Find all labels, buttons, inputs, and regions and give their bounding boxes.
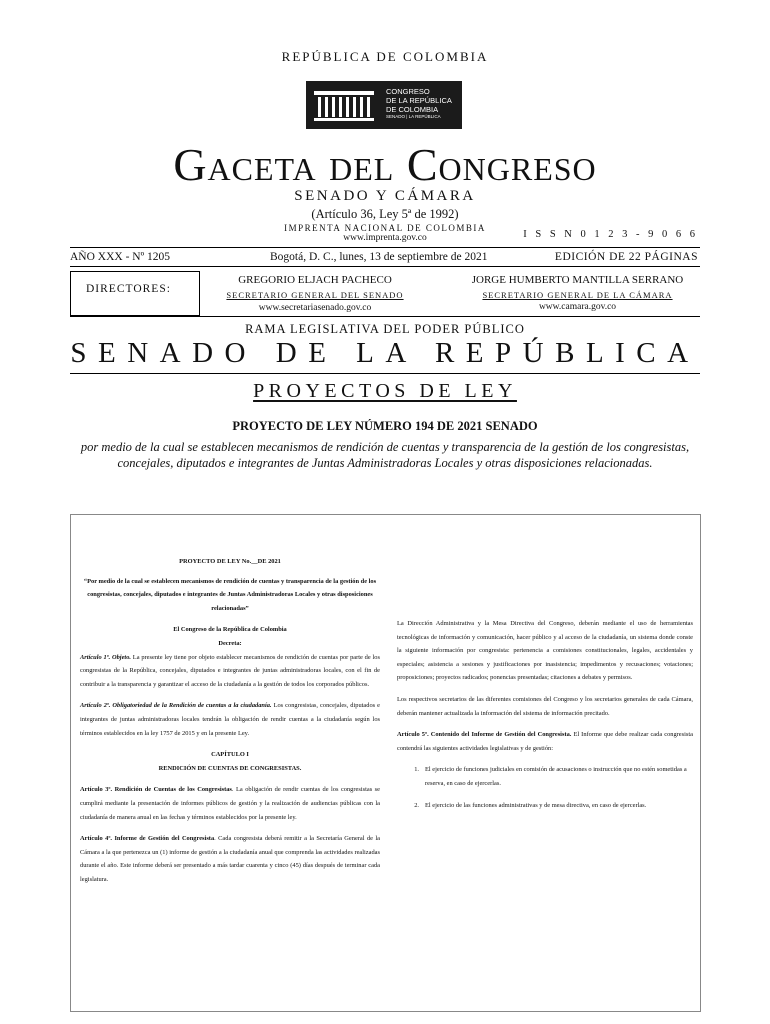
logo-line: SENADO | LA REPÚBLICA — [386, 114, 441, 119]
doc-quote: “Por medio de la cual se establecen mecanismos de rendición de cuentas y transparencia de la gestión de los congresistas, concejales, diputados e integrantes de Juntas Administradoras Locales y otras disposiciones relacionadas” — [83, 577, 377, 612]
director-senado-web: www.secretariasenado.gov.co — [258, 303, 372, 313]
list-text: El ejercicio de funciones judiciales en comisión de acusaciones o instrucción que no estén sometidas a reserva, en caso de ejercerlas. — [425, 766, 687, 787]
imprenta-web: www.imprenta.gov.co — [343, 233, 427, 243]
gaceta-title: Gaceta del Congreso — [173, 139, 597, 190]
capitulo-title: RENDICIÓN DE CUENTAS DE CONGRESISTAS. — [158, 764, 302, 772]
article-label: Artículo 4º. Informe de Gestión del Congresista — [80, 835, 215, 843]
republica-de-colombia: REPÚBLICA DE COLOMBIA — [281, 49, 489, 64]
article-2 — [80, 699, 380, 740]
list-item — [397, 763, 693, 790]
senado-republica-heading: SENADO DE LA REPÚBLICA — [70, 337, 700, 369]
article-5 — [397, 728, 693, 755]
doc-heading: PROYECTO DE LEY No.__DE 2021 — [179, 558, 281, 565]
logo-line: CONGRESO — [386, 87, 430, 96]
director-senado-name: GREGORIO ELJACH PACHECO — [238, 274, 392, 286]
article-label: Artículo 5º. Contenido del Informe de Gestión del Congresista. — [397, 731, 572, 739]
director-camara-web: www.camara.gov.co — [538, 302, 617, 312]
divider — [70, 247, 700, 248]
logo-line: DE COLOMBIA — [386, 105, 439, 114]
article-text: Los congresistas, concejales, diputados e integrantes de juntas administradoras locales tendrán la obligación de rendir cuentas a la ciudadanía según los términos establecidos en la ley 1757 de 2015 y en la presente Ley. — [80, 702, 380, 737]
article-4 — [80, 832, 380, 886]
directores-box — [70, 271, 200, 316]
embedded-document — [70, 514, 701, 1012]
article-text: El Informe que debe realizar cada congresista contendrá las siguientes actividades legislativas y de gestión: — [397, 731, 693, 752]
capitulo: CAPÍTULO I — [211, 751, 249, 759]
article-label: Artículo 3º. Rendición de Cuentas de los Congresistas — [80, 786, 232, 794]
capitol-building-icon — [312, 87, 376, 123]
doc-decreta: Decreta: — [218, 639, 242, 647]
article-3 — [80, 783, 380, 824]
document-right-column — [397, 617, 693, 812]
article-label: Artículo 2º. Obligatoriedad de la Rendición de cuentas a la ciudadanía. — [80, 702, 272, 710]
article-text: La presente ley tiene por objeto establecer mecanismos de rendición de cuentas por parte de los congresistas de la República, concejales, diputados e integrantes de juntas administradoras locales, con el fin de contribuir a la transparencia y garantizar el acceso de la ciudadanía a la gestión de todos los corporados públicos. — [80, 653, 380, 688]
senado-camara: SENADO Y CÁMARA — [294, 188, 476, 204]
article-text: . La obligación de rendir cuentas de los congresistas se cumplirá mediante la presentación de informes públicos de gestión y la realización de audiencias públicas con la ciudadanía de manera anual en las fechas y términos establecidos por la presente ley. — [80, 786, 380, 821]
ano-numero: AÑO XXX - Nº 1205 — [70, 251, 171, 263]
divider — [70, 316, 700, 317]
directores-label: DIRECTORES: — [86, 283, 171, 295]
proyecto-title: PROYECTO DE LEY NÚMERO 194 DE 2021 SENADO — [232, 419, 538, 433]
logo-line: DE LA REPÚBLICA — [386, 96, 452, 105]
fecha: Bogotá, D. C., lunes, 13 de septiembre de 2021 — [270, 251, 488, 263]
article-text: . Cada congresista deberá remitir a la Secretaría General de la Cámara a la que pertenezca un (1) informe de gestión a la ciudadanía anual que comprenda las actividades realizadas durante el año. Este informe deberá ser presentado a más tardar cuarenta y cinco (45) días después de terminar cada legislatura. — [80, 835, 380, 883]
edicion: EDICIÓN DE 22 PÁGINAS — [554, 251, 698, 263]
proyectos-de-ley-heading — [0, 378, 770, 404]
articulo-ley: (Artículo 36, Ley 5ª de 1992) — [311, 207, 459, 221]
list-number: 1. — [414, 766, 419, 774]
document-left-column — [80, 555, 380, 886]
list-item — [397, 799, 693, 813]
issn: I S S N 0 1 2 3 - 9 0 6 6 — [523, 229, 698, 240]
congreso-logo — [306, 81, 462, 129]
right-paragraph-1: La Dirección Administrativa y la Mesa Directiva del Congreso, deberán mediante el uso de herramientas tecnológicas de información y comunicación, hacer público y al acceso de la ciudadanía, un sistema donde conste la siguiente información por congresista: pertenencia a comisiones constitucionales, legales, accidentales y especiales; asistencia a sesiones y justificaciones por inasistencia; impedimentos y recusaciones; votaciones; proposiciones; proyectos radicados; ponencias presentadas; citaciones a debates y permisos. — [397, 620, 693, 682]
director-senado-role: SECRETARIO GENERAL DEL SENADO — [226, 290, 404, 300]
logo-text — [386, 87, 452, 120]
imprenta-nacional: IMPRENTA NACIONAL DE COLOMBIA — [284, 223, 486, 233]
director-camara-name: JORGE HUMBERTO MANTILLA SERRANO — [471, 274, 684, 286]
proyectos-de-ley-text: PROYECTOS DE LEY — [253, 380, 517, 402]
list-text: El ejercicio de las funciones administrativas y de mesa directiva, en caso de ejercerlas. — [425, 801, 647, 809]
rama-legislativa: RAMA LEGISLATIVA DEL PODER PÚBLICO — [245, 322, 525, 336]
proyecto-subtitle: por medio de la cual se establecen mecanismos de rendición de cuentas y transparencia de la gestión de los congresistas, concejales, diputados e integrantes de Juntas Administradoras Locales y otras disposiciones relacionadas. — [80, 440, 690, 470]
article-label: Artículo 1º. Objeto. — [80, 653, 131, 661]
doc-congreso: El Congreso de la República de Colombia — [173, 626, 287, 634]
right-paragraph-2: Los respectivos secretarios de las diferentes comisiones del Congreso y los secretarios generales de cada Cámara, deberán mantener actualizada la información del sistema de información precitado. — [397, 695, 693, 717]
director-camara-role: SECRETARIO GENERAL DE LA CÁMARA — [482, 290, 673, 300]
article-1 — [80, 651, 380, 692]
divider — [70, 266, 700, 267]
list-number: 2. — [414, 801, 419, 809]
divider — [70, 373, 700, 374]
